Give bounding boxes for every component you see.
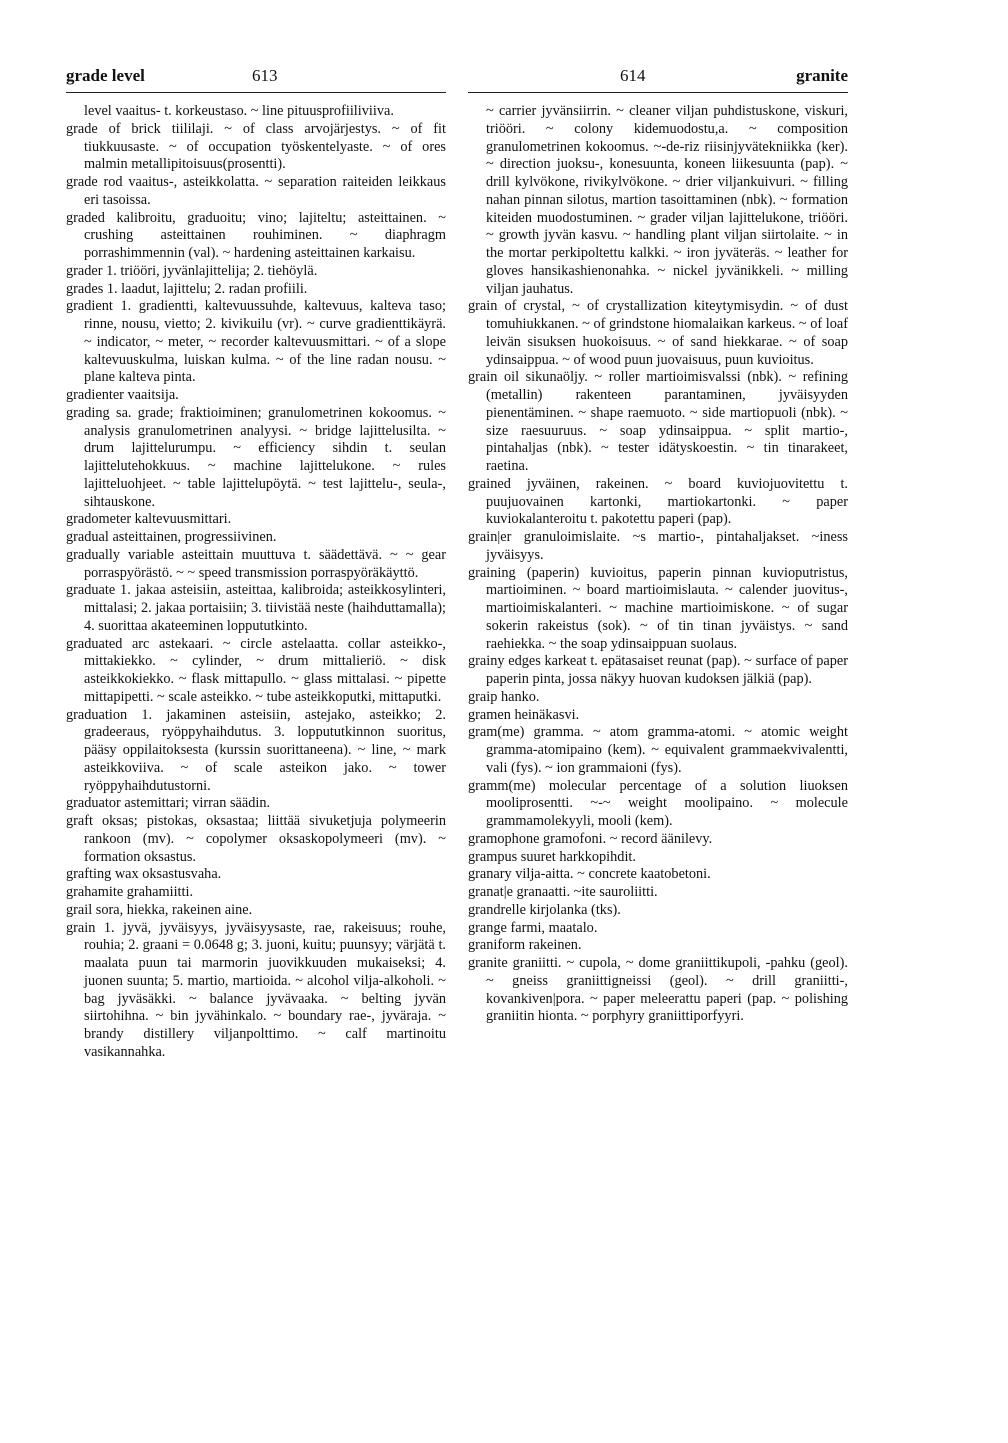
entry: graniform rakeinen.: [468, 937, 582, 954]
entry: grades 1. laadut, lajittelu; 2. radan profiili.: [66, 280, 308, 297]
entry: gradometer kaltevuusmittari.: [66, 511, 232, 528]
entry: graduate 1. jakaa asteisiin, asteittaa, kalibroida; asteikkosylinteri, mittalasi; 2. jakaa portaisiin; 3. tiivistää neste (haihduttamalla); 4. suorittaa akateeminen loppututkinto.: [66, 582, 446, 634]
entry: grading sa. grade; fraktioiminen; granulometrinen kokoomus. ~ analysis granulometrinen analyysi. ~ bridge lajittelusilta. ~ drum lajittelurumpu. ~ efficiency sihdin t. seulan lajittelutehokkuus. ~ machine lajittelukone. ~ rules lajitteluohjeet. ~ table lajittelupöytä. ~ test lajittelu-, seula-, sihtauskone.: [66, 404, 446, 510]
left-running-head: grade level: [66, 66, 145, 85]
entry: grain of crystal, ~ of crystallization kiteytymisydin. ~ of dust tomuhiukkanen. ~ of grindstone hiomalaikan karkeus. ~ of loaf leivän sisuksen huokoisuus. ~ of sand hiekkarae. ~ of soap ydinsaippua. ~ of wood puun juovaisuus, puun kuvioitus.: [468, 298, 848, 368]
entry: graining (paperin) kuvioitus, paperin pinnan kuvioputristus, martioiminen. ~ board martioimislauta. ~ calender juovitus-, martioimiskalanteri. ~ machine martioimiskone. ~ of sugar sokerin rakeistus (sok). ~ of tin tinan jyväistys. ~ sand raehiekka. ~ the soap ydinsaippuan suolaus.: [468, 564, 848, 652]
entry: granat|e granaatti. ~ite sauroliitti.: [468, 884, 658, 900]
right-page-number: 614: [620, 66, 646, 85]
right-page-header: [468, 66, 848, 90]
entry: grafting wax oksastusvaha.: [66, 866, 222, 883]
left-page-number: 613: [252, 66, 278, 85]
entry: level vaaitus- t. korkeustaso. ~ line pituusprofiiliviiva.: [84, 103, 394, 119]
entry: granite graniitti. ~ cupola, ~ dome graniittikupoli, -pahku (geol). ~ gneiss graniittigneissi (geol). ~ drill graniitti-, kovankiven|pora. ~ paper meleerattu paperi (pap. ~ polishing graniitin hionta. ~ porphyry graniittiporfyyri.: [468, 955, 848, 1025]
entry: gramm(me) molecular percentage of a solution liuoksen mooliprosentti. ~-~ weight moolipaino. ~ molecule grammamolekyyli, mooli (kem).: [468, 777, 848, 829]
left-entries: [66, 103, 446, 1062]
entry: graip hanko.: [468, 688, 540, 705]
entry: grail sora, hiekka, rakeinen aine.: [66, 901, 253, 918]
entry: grain oil sikunaöljy. ~ roller martioimisvalssi (nbk). ~ refining (metallin) rakenteen parantaminen, jyväisyyden pienentäminen. ~ shape raemuoto. ~ side martiopuoli (nbk). ~ size raesuuruus. ~ soap ydinsaippua. ~ split martio-, pintahaljas (nbk). ~ tester idätyskoestin. ~ tin tinarakeet, raetina.: [468, 369, 848, 474]
entry: grange farmi, maatalo.: [468, 919, 598, 936]
entry: granary vilja-aitta. ~ concrete kaatobetoni.: [468, 866, 711, 883]
right-page: [468, 66, 848, 1026]
entry: grain 1. jyvä, jyväisyys, jyväisyysaste, rae, rakeisuus; rouhe, rouhia; 2. graani = 0.0648 g; 3. juoni, kuitu; puunsyy; värjätä t. maalata puun tai marmorin juovikkuuden mukaiseksi; 4. juonen suunta; 5. martio, martioida. ~ alcohol vilja-alkoholi. ~ bag jyväsäkki. ~ balance jyvävaaka. ~ belting jyvän siirtohihna. ~ bin jyvähinkalo. ~ boundary rae-, jyväraja. ~ brandy distillery viljanpolttimo. ~ calf martinoitu vasikannahka.: [66, 919, 446, 1060]
entry: grandrelle kirjolanka (tks).: [468, 901, 621, 918]
entry: grade rod vaaitus-, asteikkolatta. ~ separation raiteiden leikkaus eri tasoissa.: [66, 174, 446, 208]
entry: gradually variable asteittain muuttuva t. säädettävä. ~ ~ gear porraspyörästö. ~ ~ speed transmission porraspyöräkäyttö.: [66, 546, 446, 581]
right-header-rule: [468, 92, 848, 93]
entry: graduation 1. jakaminen asteisiin, astejako, asteikko; 2. gradeeraus, ryöppyhaihdutus. 3. loppututkinnon suoritus, pääsy oppilaitoksesta (kurssin suorittaneena). ~ line, ~ mark asteikkoviiva. ~ of scale asteikon jako. ~ tower ryöppyhaihdutustorni.: [66, 706, 446, 794]
entry: gradienter vaaitsija.: [66, 387, 179, 403]
entry: grained jyväinen, rakeinen. ~ board kuviojuovitettu t. puujuovainen kartonki, martiokartonki. ~ paper kuviokalanteroitu t. pakotettu paperi (pap).: [468, 475, 848, 528]
entry: grahamite grahamiitti.: [66, 884, 194, 900]
entry: graduator astemittari; virran säädin.: [66, 795, 271, 812]
entry: gramophone gramofoni. ~ record äänilevy.: [468, 830, 713, 847]
entry: gram(me) gramma. ~ atom gramma-atomi. ~ atomic weight gramma-atomipaino (kem). ~ equivalent grammaekvivalentti, vali (fys). ~ ion grammaioni (fys).: [468, 724, 848, 776]
entry: grader 1. triööri, jyvänlajittelija; 2. tiehöylä.: [66, 262, 318, 279]
entry: graded kalibroitu, graduoitu; vino; lajiteltu; asteittainen. ~ crushing asteittainen rouhiminen. ~ diaphragm porrashimmennin (val). ~ hardening asteittainen karkaisu.: [66, 209, 446, 261]
entry: grain|er granuloimislaite. ~s martio-, pintahaljakset. ~iness jyväisyys.: [468, 529, 848, 563]
right-running-head: granite: [796, 66, 848, 85]
left-page-header: [66, 66, 446, 90]
left-page: [66, 66, 446, 1062]
entry: graduated arc astekaari. ~ circle astelaatta. collar asteikko-, mittakiekko. ~ cylinder, ~ drum mittalieriö. ~ disk asteikkokiekko. ~ flask mittapullo. ~ glass mittalasi. ~ pipette mittapipetti. ~ scale asteikko. ~ tube asteikkoputki, mittaputki.: [66, 635, 446, 705]
entry: grampus suuret harkkopihdit.: [468, 848, 636, 865]
entry: gradient 1. gradientti, kaltevuussuhde, kaltevuus, kalteva taso; rinne, nousu, vietto; 2. kivikuilu (vr). ~ curve gradienttikäyrä. ~ indicator, ~ meter, ~ recorder kaltevuusmittari. ~ of a slope kaltevuuskulma, luiskan kulma. ~ of the line radan nousu. ~ plane kalteva pinta.: [66, 298, 446, 386]
entry: ~ carrier jyvänsiirrin. ~ cleaner viljan puhdistuskone, viskuri, triööri. ~ colony kidemuodostu,a. ~ composition granulometrinen kokoomus. ~-de-riz riisinjyvätekniikka (ker). ~ direction juoksu-, konesuunta, koneen liikesuunta (pap). ~ drill kylvökone, rivikylvökone. ~ drier viljankuivuri. ~ filling nahan pinnan silotus, martion tasoittaminen (nbk). ~ formation kiteiden muodostuminen. ~ grader viljan lajittelukone, triööri. ~ growth jyvän kasvu. ~ handling plant viljan siirtolaite. ~ in the mortar perkipoltettu kalkki. ~ iron jyväteräs. ~ leather for gloves hansikashienonahka. ~ nickel jyvänikkeli. ~ milling viljan jauhatus.: [486, 103, 848, 297]
left-header-rule: [66, 92, 446, 93]
right-entries: [468, 103, 848, 1026]
entry: grade of brick tiililaji. ~ of class arvojärjestys. ~ of fit tiukkuusaste. ~ of occupation työskentelyaste. ~ of ores malmin metallipitoisuus(prosentti).: [66, 120, 446, 173]
entry: graft oksas; pistokas, oksastaa; liittää sivuketjuja polymeerin rankoon (mv). ~ copolymer oksaskopolymeeri (mv). ~ formation oksastus.: [66, 813, 446, 865]
entry: gramen heinäkasvi.: [468, 706, 580, 723]
entry: grainy edges karkeat t. epätasaiset reunat (pap). ~ surface of paper paperin pinta, jossa näkyy huovan kudoksen jälkiä (pap).: [468, 653, 848, 687]
entry: gradual asteittainen, progressiivinen.: [66, 529, 277, 545]
